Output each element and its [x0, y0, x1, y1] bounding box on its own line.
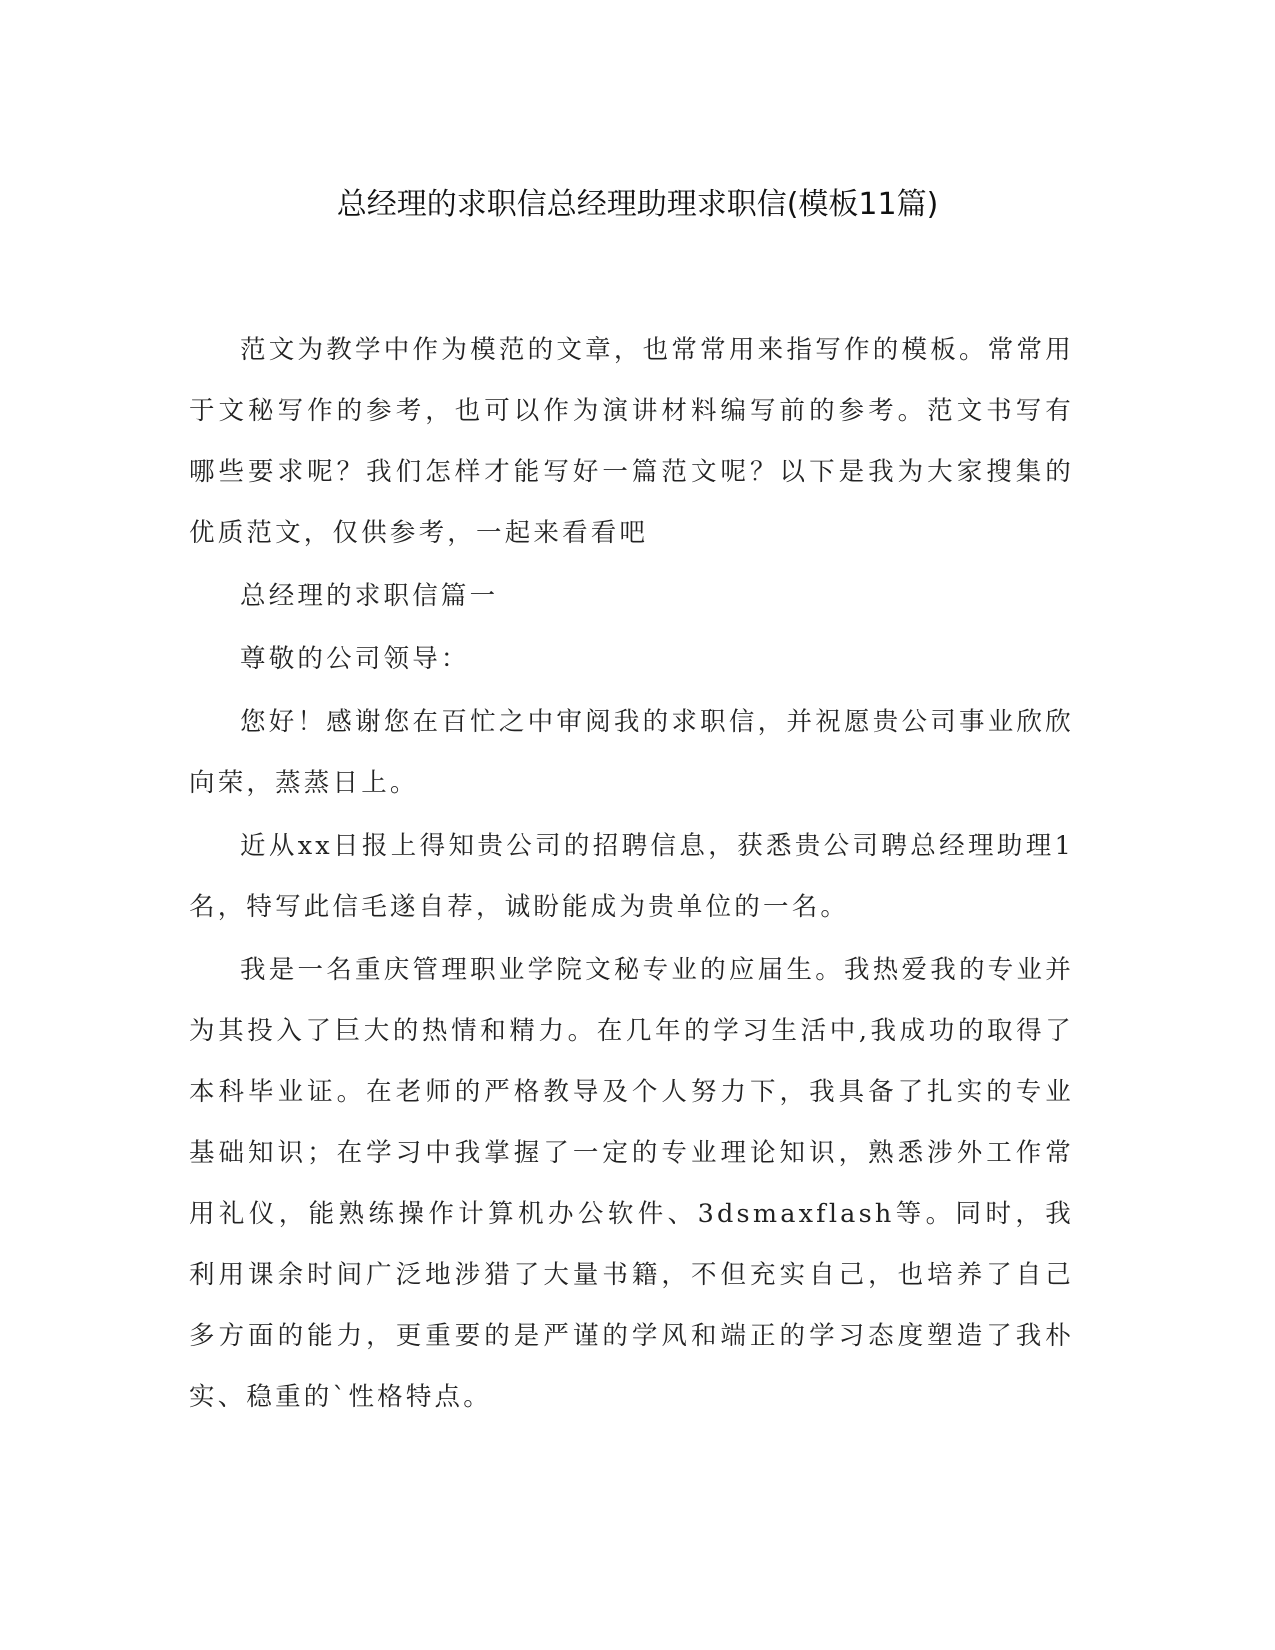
background-paragraph: 我是一名重庆管理职业学院文秘专业的应届生。我热爱我的专业并为其投入了巨大的热情和精力。在几年的学习生活中,我成功的取得了本科毕业证。在老师的严格教导及个人努力下，我具备了扎实的专业基础知识；在学习中我掌握了一定的专业理论知识，熟悉涉外工作常用礼仪，能熟练操作计算机办公软件、3dsmaxflash等。同时，我利用课余时间广泛地涉猎了大量书籍，不但充实自己，也培养了自己多方面的能力，更重要的是严谨的学风和端正的学习态度塑造了我朴实、稳重的`性格特点。	[189, 955, 1074, 1412]
intro-paragraph: 范文为教学中作为模范的文章，也常常用来指写作的模板。常常用于文秘写作的参考，也可以作为演讲材料编写前的参考。范文书写有哪些要求呢？我们怎样才能写好一篇范文呢？以下是我为大家搜集的优质范文，仅供参考，一起来看看吧	[189, 335, 1074, 548]
salutation: 尊敬的公司领导：	[240, 644, 470, 674]
application-paragraph: 近从xx日报上得知贵公司的招聘信息，获悉贵公司聘总经理助理1名，特写此信毛遂自荐，诚盼能成为贵单位的一名。	[189, 831, 1074, 922]
section-heading: 总经理的求职信篇一	[240, 581, 499, 611]
document-title: 总经理的求职信总经理助理求职信(模板11篇)	[336, 187, 939, 222]
document-body	[189, 320, 1074, 1430]
greeting-paragraph: 您好！感谢您在百忙之中审阅我的求职信，并祝愿贵公司事业欣欣向荣，蒸蒸日上。	[189, 707, 1074, 798]
